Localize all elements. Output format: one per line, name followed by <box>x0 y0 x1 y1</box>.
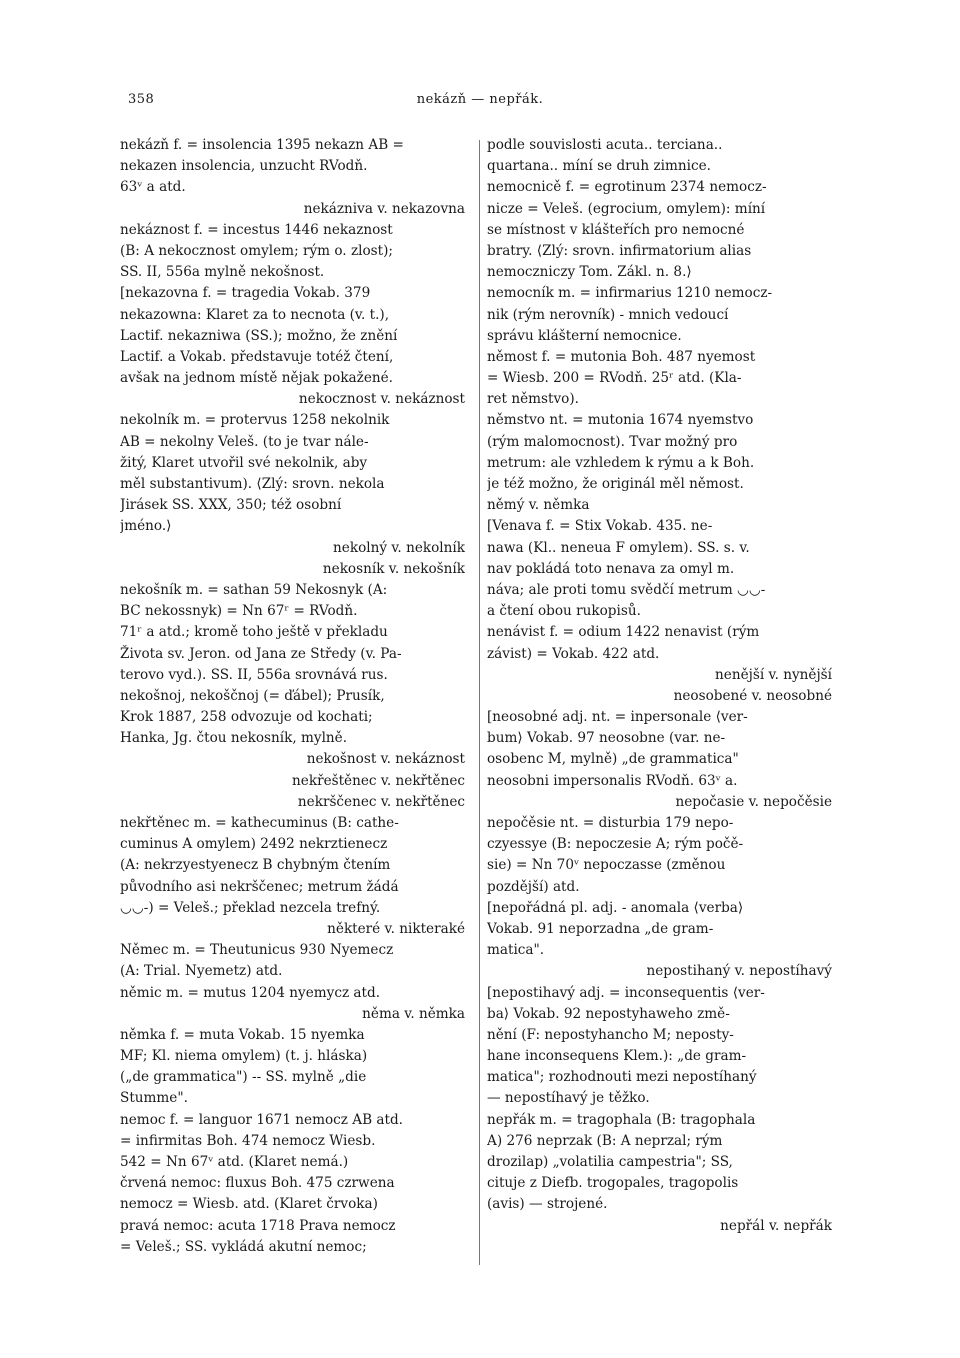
entry-line: Života sv. Jeron. od Jana ze Středy (v. Pa- <box>120 645 402 662</box>
entry-line: 71ʳ a atd.; kromě toho ještě v překladu <box>120 624 388 641</box>
entry-line: = Wiesb. 200 = RVodň. 25ʳ atd. (Kla- <box>487 370 742 387</box>
entry-line: hane inconsequens Klem.): „de gram- <box>487 1048 747 1065</box>
entry-line: Stumme". <box>120 1090 188 1107</box>
entry-line: nění (F: nepostyhancho M; neposty- <box>487 1026 734 1043</box>
entry-line: czyessye (B: nepoczesie A; rým počě- <box>487 836 744 853</box>
entry-line: nenávist f. = odium 1422 nenavist (rým <box>487 624 760 641</box>
entry-line: terovo vyd.). SS. II, 556a srovnává rus. <box>120 666 388 683</box>
entry-line: nemocz = Wiesb. atd. (Klaret črvoka) <box>120 1196 378 1213</box>
entry-line: nik (rým nerovník) - mnich vedoucí <box>487 306 729 323</box>
entry-line: AB = nekolny Veleš. (to je tvar nále- <box>120 433 369 450</box>
entry-line: Lactif. nekazniwa (SS.); možno, že znění <box>120 327 398 344</box>
entry-line: (A: Trial. Nyemetz) atd. <box>120 963 283 980</box>
entry-line: němstvo nt. = mutonia 1674 nyemstvo <box>487 412 754 429</box>
running-head: nekázň — nepřák. <box>416 92 544 107</box>
entry-line: němost f. = mutonia Boh. 487 nyemost <box>487 348 756 365</box>
entry-line: pozdější) atd. <box>487 878 580 895</box>
entry-line: [neosobné adj. nt. = inpersonale ⟨ver- <box>487 709 748 726</box>
entry-line: nemoc f. = languor 1671 nemocz AB atd. <box>120 1111 403 1128</box>
entry-line: nekřtěnec m. = kathecuminus (B: cathe- <box>120 815 399 831</box>
entry-line: Jirásek SS. XXX, 350; též osobní <box>120 497 342 514</box>
entry-line: sie) = Nn 70ᵛ nepoczasse (změnou <box>487 857 726 874</box>
entry-line: [Venava f. = Stix Vokab. 435. ne- <box>487 518 713 535</box>
entry-line: nekošnost v. nekáznost <box>306 751 465 768</box>
entry-line: němý v. němka <box>487 497 590 514</box>
entry-line: = infirmitas Boh. 474 nemocz Wiesb. <box>120 1132 376 1149</box>
right-column <box>487 135 832 1237</box>
entry-line: nepřák m. = tragophala (B: tragophala <box>487 1111 756 1128</box>
entry-line: nepostihaný v. nepostíhavý <box>646 963 832 980</box>
entry-line: matica". <box>487 942 545 959</box>
entry-line: BC nekossnyk) = Nn 67ʳ = RVodň. <box>120 603 358 620</box>
entry-line: nepočěsie nt. = disturbia 179 nepo- <box>487 815 734 831</box>
entry-line: nekolný v. nekolník <box>333 539 465 556</box>
entry-line: ret němstvo). <box>487 391 579 408</box>
entry-line: nemocnicě f. = egrotinum 2374 nemocz- <box>487 179 767 196</box>
entry-line: MF; Kl. niema omylem) (t. j. hláska) <box>120 1048 368 1065</box>
entry-line: nekazowna: Klaret za to necnota (v. t.), <box>120 306 390 323</box>
entry-line: závist) = Vokab. 422 atd. <box>487 645 660 662</box>
entry-line: nepočasie v. nepočěsie <box>675 793 832 810</box>
entry-line: nekázň f. = insolencia 1395 nekazn AB = <box>120 137 404 153</box>
entry-line: nekázniva v. nekazovna <box>303 200 465 217</box>
entry-line: matica"; rozhodnouti mezi nepostíhaný <box>487 1069 757 1086</box>
entry-line: nekolník m. = protervus 1258 nekolnik <box>120 412 390 429</box>
entry-line: nenější v. nynější <box>715 666 832 683</box>
entry-line: avšak na jednom místě nějak pokažené. <box>120 370 393 387</box>
entry-line: je též možno, že originál měl němost. <box>487 476 744 492</box>
entry-line: (rým malomocnost). Tvar možný pro <box>487 433 738 450</box>
entry-line: („de grammatica") -- SS. mylně „die <box>120 1069 367 1086</box>
entry-line: 63ᵛ a atd. <box>120 179 186 196</box>
entry-line: neosobené v. neosobné <box>673 687 832 704</box>
entry-line: nicze = Veleš. (egrocium, omylem): míní <box>487 200 766 217</box>
entry-line: — nepostíhavý je těžko. <box>487 1090 650 1107</box>
entry-line: nepřál v. nepřák <box>720 1217 832 1234</box>
entry-line: Lactif. a Vokab. představuje totéž čtení, <box>120 348 394 365</box>
entry-line: = Veleš.; SS. vykládá akutní nemoc; <box>120 1238 367 1255</box>
entry-line: měl substantivum). ⟨Zlý: srovn. nekola <box>120 476 385 492</box>
entry-line: 542 = Nn 67ᵛ atd. (Klaret nemá.) <box>120 1154 349 1170</box>
entry-line: ba⟩ Vokab. 92 nepostyhaweho změ- <box>487 1005 730 1022</box>
entry-line: nekáznost f. = incestus 1446 nekaznost <box>120 221 393 238</box>
entry-line: cuminus A omylem) 2492 nekrztienecz <box>120 836 388 853</box>
entry-line: jméno.⟩ <box>120 518 172 535</box>
entry-line: nekosník v. nekošník <box>322 560 465 577</box>
entry-line: quartana.. míní se druh zimnice. <box>487 158 711 175</box>
entry-line: (A: nekrzyestyenecz B chybným čtením <box>120 857 391 874</box>
entry-line: Krok 1887, 258 odvozuje od kochati; <box>120 709 373 726</box>
entry-line: nemocník m. = infirmarius 1210 nemocz- <box>487 285 773 302</box>
entry-line: drozilap) „volatilia campestria"; SS, <box>487 1154 733 1170</box>
entry-line: něma v. němka <box>362 1005 465 1022</box>
entry-line: Němec m. = Theutunicus 930 Nyemecz <box>120 942 394 959</box>
entry-line: A) 276 neprzak (B: A neprzal; rým <box>487 1132 723 1149</box>
entry-line: pravá nemoc: acuta 1718 Prava nemocz <box>120 1217 396 1234</box>
entry-line: němka f. = muta Vokab. 15 nyemka <box>120 1026 365 1043</box>
column-divider <box>479 140 480 1265</box>
entry-line: SS. II, 556a mylně nekošnost. <box>120 264 325 281</box>
entry-line: nav pokládá toto nenava za omyl m. <box>487 560 735 577</box>
entry-line: cituje z Diefb. trogopales, tragopolis <box>487 1175 739 1192</box>
entry-line: nemoczniczy Tom. Zákl. n. 8.⟩ <box>487 264 692 281</box>
entry-line: bum⟩ Vokab. 97 neosobne (var. ne- <box>487 730 726 747</box>
entry-line: němic m. = mutus 1204 nyemycz atd. <box>120 984 381 1001</box>
entry-line: nekošník m. = sathan 59 Nekosnyk (A: <box>120 581 388 598</box>
entry-line: bratry. ⟨Zlý: srovn. infirmatorium alias <box>487 242 752 259</box>
entry-line: některé v. nikteraké <box>327 920 465 937</box>
entry-line: nekazen insolencia, unzucht RVodň. <box>120 158 368 175</box>
entry-line: Hanka, Jg. čtou nekosník, mylně. <box>120 730 348 747</box>
entry-line: nekošnoj, nekoščnoj (= ďábel); Prusík, <box>120 687 385 704</box>
left-column <box>120 135 465 1258</box>
entry-line: osobenc M, mylně) „de grammatica" <box>487 751 739 768</box>
entry-line: neosobni impersonalis RVodň. 63ᵛ a. <box>487 772 738 789</box>
entry-line: nawa (Kl.. neneua F omylem). SS. s. v. <box>487 539 750 556</box>
entry-line: správu klášterní nemocnice. <box>487 327 682 344</box>
entry-line: črvená nemoc: fluxus Boh. 475 czrwena <box>120 1175 395 1192</box>
entry-line: nekrščenec v. nekřtěnec <box>297 793 465 810</box>
entry-line: podle souvislosti acuta.. terciana.. <box>487 137 723 153</box>
entry-line: a čtení obou rukopisů. <box>487 603 641 620</box>
entry-line: původního asi nekrščenec; metrum žádá <box>120 878 399 895</box>
entry-line: se místnost v klášteřích pro nemocné <box>487 221 745 238</box>
entry-line: nekocznost v. nekáznost <box>298 391 465 408</box>
entry-line: [nepořádná pl. adj. - anomala ⟨verba⟩ <box>487 899 744 916</box>
entry-line: náva; ale proti tomu svědčí metrum ◡◡- <box>487 581 766 598</box>
entry-line: žitý, Klaret utvořil své nekolnik, aby <box>120 454 368 471</box>
entry-line: (avis) — strojené. <box>487 1196 608 1213</box>
entry-line: nekřeštěnec v. nekřtěnec <box>292 772 465 789</box>
entry-line: [nekazovna f. = tragedia Vokab. 379 <box>120 285 371 302</box>
entry-line: (B: A nekocznost omylem; rým o. zlost); <box>120 242 393 259</box>
entry-line: metrum: ale vzhledem k rýmu a k Boh. <box>487 454 755 471</box>
page-number: 358 <box>128 92 155 107</box>
entry-line: Vokab. 91 neporzadna „de gram- <box>487 920 714 937</box>
entry-line: [nepostihavý adj. = inconsequentis ⟨ver- <box>487 984 765 1001</box>
entry-line: ◡◡-) = Veleš.; překlad nezcela trefný. <box>120 899 381 916</box>
